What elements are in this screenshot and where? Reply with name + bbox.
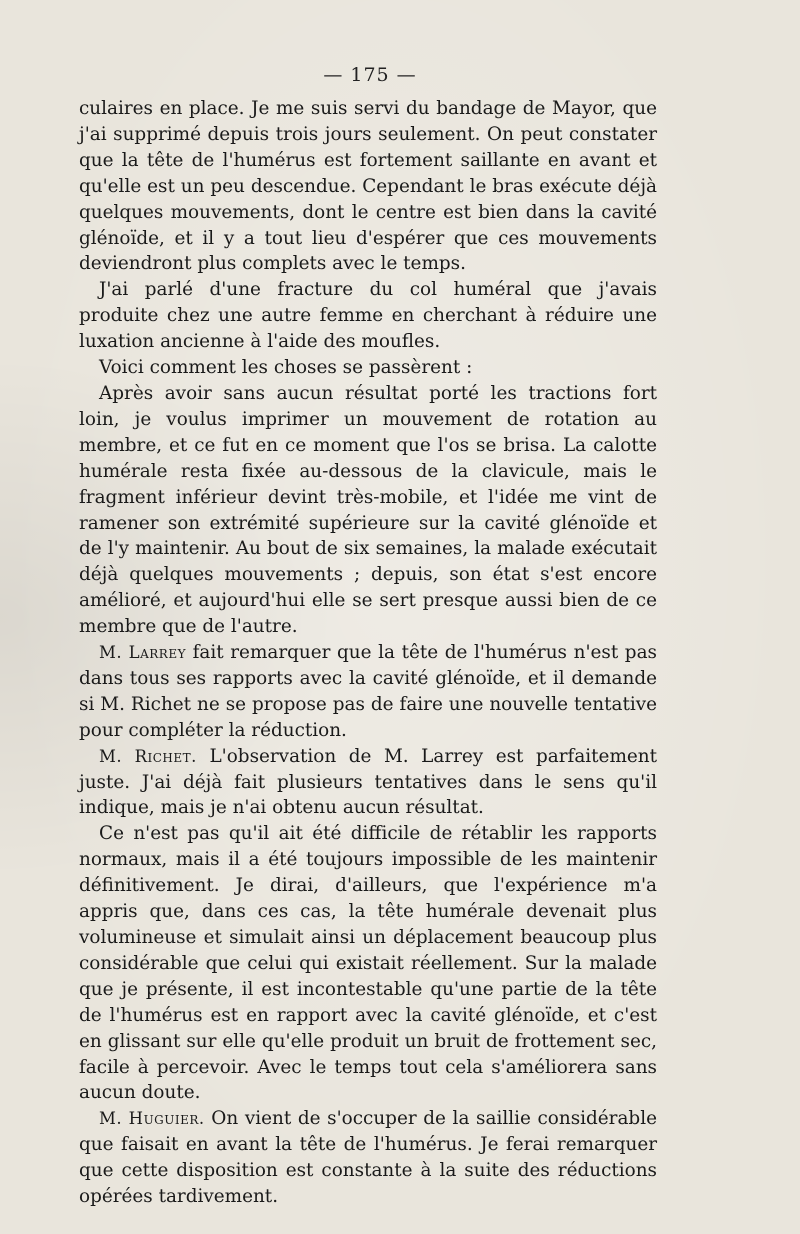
paragraph	[79, 381, 657, 640]
paragraph-text: Ce n'est pas qu'il ait été difficile de rétablir les rapports normaux, mais il a été toujours impossible de les maintenir définitivement. Je dirai, d'ailleurs, que l'expérience m'a appris que, dans ces cas, la tête humérale devenait plus volumineuse et simulait ainsi un déplacement beaucoup plus considérable que celui qui existait réellement. Sur la malade que je présente, il est incontestable qu'une partie de la tête de l'humérus est en rapport avec la cavité glénoïde, et c'est en glissant sur elle qu'elle produit un bruit de frottement sec, facile à percevoir. Avec le temps tout cela s'améliorera sans aucun doute.	[79, 823, 657, 1104]
paragraph	[79, 640, 657, 744]
paragraph-text: Après avoir sans aucun résultat porté les tractions fort loin, je voulus imprimer un mouvement de rotation au membre, et ce fut en ce moment que l'os se brisa. La calotte humérale resta fixée au-dessous de la clavicule, mais le fragment inférieur devint très-mobile, et l'idée me vint de ramener son extrémité supérieure sur la cavité glénoïde et de l'y maintenir. Au bout de six semaines, la malade exécutait déjà quelques mouvements ; depuis, son état s'est encore amélioré, et aujourd'hui elle se sert presque aussi bien de ce membre que de l'autre.	[79, 382, 657, 638]
body-text	[79, 96, 657, 1210]
speaker-name: M. Huguier.	[99, 1109, 205, 1129]
paragraph	[79, 96, 657, 277]
paragraph	[79, 744, 657, 822]
speaker-name: M. Richet.	[99, 746, 197, 766]
paragraph-text: Voici comment les choses se passèrent :	[99, 357, 473, 379]
paragraph	[79, 355, 657, 381]
paragraph-text: L'observation de M. Larrey est parfaitement juste. J'ai déjà fait plusieurs tentatives dans le sens qu'il indique, mais je n'ai obtenu aucun résultat.	[79, 745, 657, 819]
paragraph-text: J'ai parlé d'une fracture du col huméral que j'avais produite chez une autre femme en cherchant à réduire une luxation ancienne à l'aide des moufles.	[79, 279, 657, 353]
page-number: — 175 —	[323, 64, 417, 86]
paragraph-text: culaires en place. Je me suis servi du bandage de Mayor, que j'ai supprimé depuis trois jours seulement. On peut constater que la tête de l'humérus est fortement saillante en avant et qu'elle est un peu descendue. Cependant le bras exécute déjà quelques mouvements, dont le centre est bien dans la cavité glénoïde, et il y a tout lieu d'espérer que ces mouvements deviendront plus complets avec le temps.	[79, 98, 657, 275]
paragraph-text: On vient de s'occuper de la saillie considérable que faisait en avant la tête de l'humérus. Je ferai remarquer que cette disposition est constante à la suite des réductions opérées tardivement.	[79, 1108, 657, 1208]
paragraph	[79, 277, 657, 355]
paragraph-text: fait remarquer que la tête de l'humérus n'est pas dans tous ses rapports avec la cavité glénoïde, et il demande si M. Richet ne se propose pas de faire une nouvelle tentative pour compléter la réduction.	[79, 642, 657, 741]
paragraph	[79, 821, 657, 1106]
paragraph	[79, 1106, 657, 1210]
speaker-name: M. Larrey	[99, 643, 187, 663]
